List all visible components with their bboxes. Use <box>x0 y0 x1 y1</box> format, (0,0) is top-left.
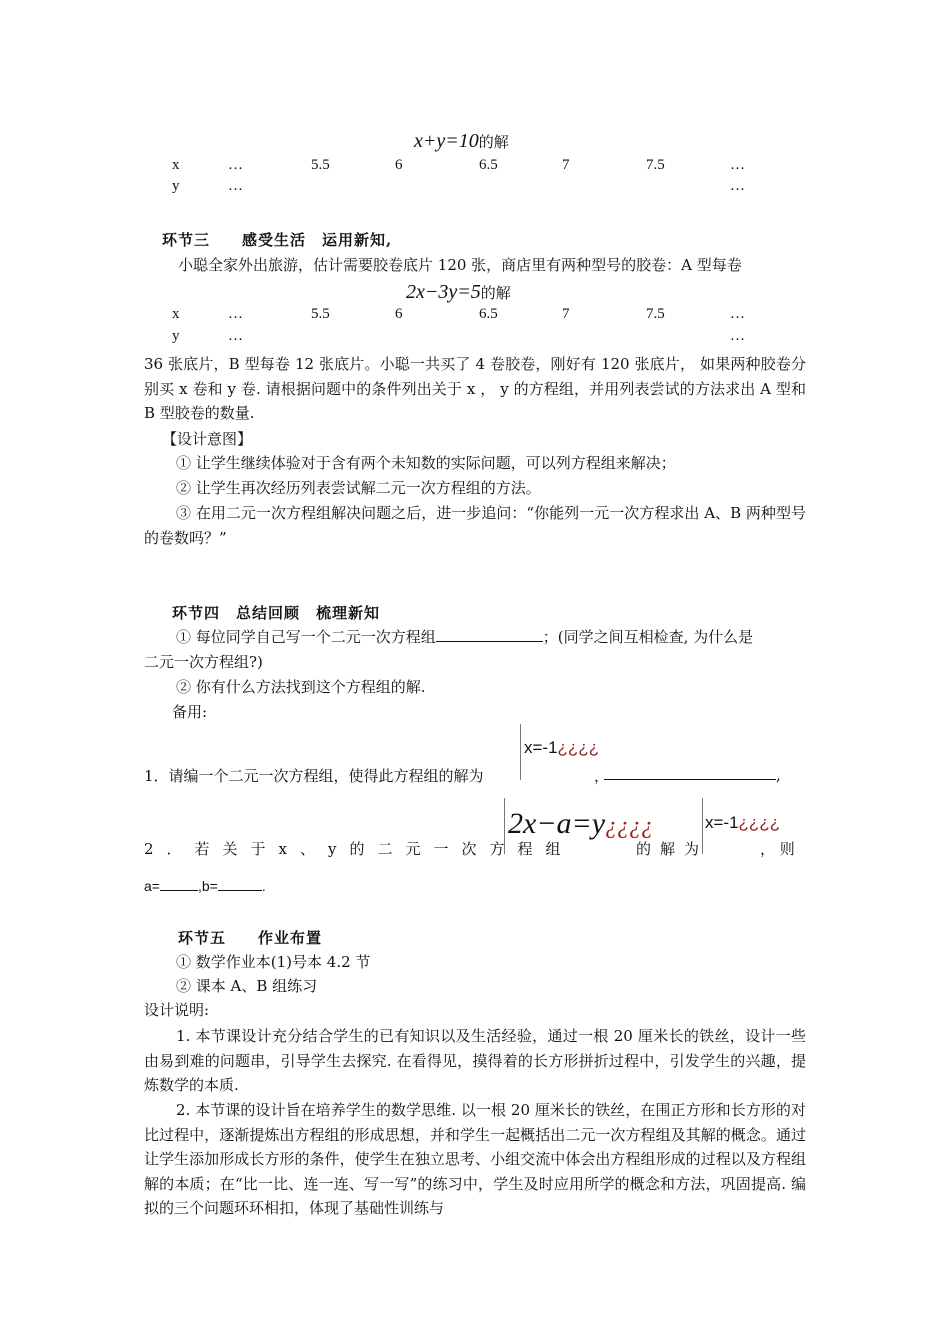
table2-x-label: x <box>172 306 180 322</box>
table2-x-cell: 7 <box>562 306 570 322</box>
section3-design-item: ③ 在用二元一次方程组解决问题之后，进一步追问：“你能列一元一次方程求出 A、B 两种型号的卷数吗？” <box>144 504 806 547</box>
table1-y-label: y <box>172 178 180 194</box>
section3-design-label: 【设计意图】 <box>162 430 253 448</box>
exercise2-answers <box>144 876 266 894</box>
table1-equation: x+y=10 <box>414 130 479 152</box>
exercise2-b-label: ,b= <box>197 878 218 894</box>
table2-caption <box>406 281 511 304</box>
exercise2-system <box>508 807 653 841</box>
exercise1-solution <box>524 738 599 758</box>
table1-x-cell: 6.5 <box>479 157 498 173</box>
table1-x-cell: … <box>730 157 745 173</box>
table2-x-cell: 6.5 <box>479 306 498 322</box>
exercise1-solution-main: x=-1 <box>524 738 558 757</box>
table2-x-cell: 5.5 <box>311 306 330 322</box>
exercise2-text: 2．若关于x、y的二元一次方程组 <box>144 840 574 858</box>
table1-x-cell: 7 <box>562 157 570 173</box>
exercise2-period: . <box>261 878 266 894</box>
section3-design-item: ② 让学生再次经历列表尝试解二元一次方程组的方法。 <box>176 479 541 497</box>
table2-caption-suffix: 的解 <box>480 284 511 302</box>
table2-y-cell: … <box>730 328 745 344</box>
section4-item1 <box>176 626 753 647</box>
table1-x-cell: 7.5 <box>646 157 665 173</box>
design-note-2: 2. 本节课的设计旨在培养学生的数学思维. 以一根 20 厘米长的铁丝，在围正方形和长方形的对比过程中，逐渐提炼出方程组的形成思想，并和学生一起概括出二元一次方程组及其解的概念。通过让学生添加形成长方形的条件，使学生在独立思考、小组交流中体会出方程组形成的过程以及方程组解的本质；在“比一比、连一连、写一写”的练习中，学生及时应用所学的概念和方法，巩固提高. 编拟的三个问题环环相扣，体现了基础性训练与 <box>144 1101 806 1217</box>
brace-icon <box>520 724 521 780</box>
answer-blank <box>160 876 198 891</box>
table1-x-cell: 6 <box>395 157 403 173</box>
exercise2-solution <box>705 813 780 833</box>
table2-y-label: y <box>172 328 180 344</box>
exercise2-mid: 的解为 <box>636 840 709 858</box>
section4-item2: ② 你有什么方法找到这个方程组的解. <box>176 678 426 696</box>
section5-design-label: 设计说明: <box>144 1001 210 1019</box>
section4-backup: 备用: <box>172 703 208 721</box>
section3-problem-cont: 36 张底片，B 型每卷 12 张底片。小聪一共买了 4 卷胶卷，刚好有 120 张底片， 如果两种胶卷分别买 x 卷和 y 卷. 请根据问题中的条件列出关于 x ， y 的方程组，并用列表尝试的方法求出 A 型和 B 型胶卷的数量. <box>144 355 806 422</box>
section4-item1-text: ① 每位同学自己写一个二元一次方程组 <box>176 628 436 646</box>
brace-icon <box>504 798 505 854</box>
table1-y-cell: … <box>228 178 243 194</box>
section3-problem-line1: 小聪全家外出旅游，估计需要胶卷底片 120 张，商店里有两种型号的胶卷：A 型每卷 <box>178 256 742 274</box>
exercise1-text: 1．请编一个二元一次方程组，使得此方程组的解为 <box>144 767 484 785</box>
design-note-1: 1. 本节课设计充分结合学生的已有知识以及生活经验，通过一根 20 厘米长的铁丝，设计一些由易到难的问题串，引导学生去探究. 在看得见，摸得着的长方形拼折过程中，引发学生的兴趣，提炼数学的本质. <box>144 1027 806 1094</box>
exercise1-comma: ， <box>594 767 610 785</box>
table2-x-cell: … <box>228 306 243 322</box>
table2-y-cell: … <box>228 328 243 344</box>
exercise2-system-main: 2x−a=y <box>508 807 606 840</box>
exercise2-solution-main: x=-1 <box>705 813 739 832</box>
exercise2-solution-garbled: ¿¿¿¿ <box>738 813 781 832</box>
brace-icon <box>702 798 703 854</box>
exercise1-solution-garbled: ¿¿¿¿ <box>557 738 600 757</box>
section5-heading: 环节五 作业布置 <box>178 929 323 947</box>
table2-x-cell: 6 <box>395 306 403 322</box>
table1-x-cell: … <box>228 157 243 173</box>
table2-x-cell: 7.5 <box>646 306 665 322</box>
table1-x-label: x <box>172 157 180 173</box>
section4-item1-cont: 二元一次方程组?) <box>144 653 263 671</box>
answer-blank <box>218 876 262 891</box>
exercise2-end: ， 则 <box>760 840 795 858</box>
section5-item: ② 课本 A、B 组练习 <box>176 977 318 995</box>
section3-design-item: ① 让学生继续体验对于含有两个未知数的实际问题，可以列方程组来解决； <box>176 454 676 472</box>
exercise1-answer <box>604 765 781 784</box>
section4-heading: 环节四 总结回顾 梳理新知 <box>172 604 381 622</box>
table1-caption <box>414 130 509 153</box>
answer-blank <box>436 627 543 642</box>
table1-y-cell: … <box>730 178 745 194</box>
exercise2-a-label: a= <box>144 878 160 894</box>
section3-heading: 环节三 感受生活 运用新知, <box>162 231 393 249</box>
table1-x-cell: 5.5 <box>311 157 330 173</box>
table2-x-cell: … <box>730 306 745 322</box>
section5-item: ① 数学作业本(1)号本 4.2 节 <box>176 953 371 971</box>
section4-item1-text-b: ；(同学之间互相检查, 为什么是 <box>542 628 754 646</box>
table1-caption-suffix: 的解 <box>478 133 509 151</box>
exercise1-end: , <box>776 766 781 784</box>
exercise2-system-garbled: ¿¿¿¿ <box>605 813 654 839</box>
table2-equation: 2x−3y=5 <box>406 281 481 303</box>
answer-blank <box>604 765 776 780</box>
